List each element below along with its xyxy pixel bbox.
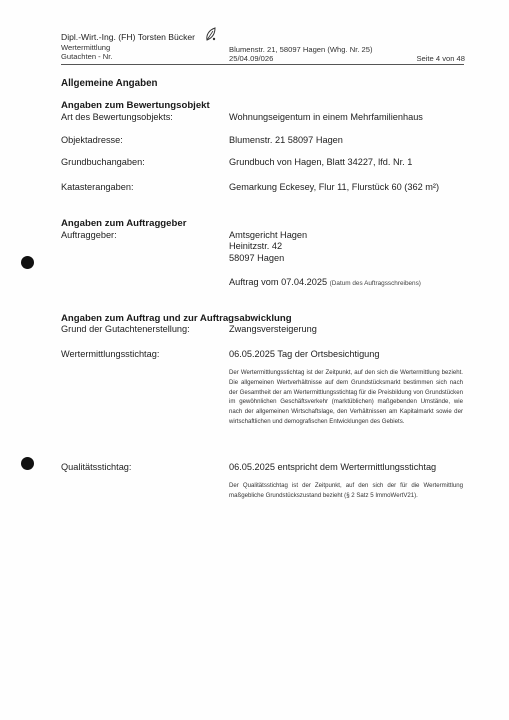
- label-art: Art des Bewertungsobjekts:: [61, 112, 173, 122]
- text-wertermittlungsstichtag: Der Wertermittlungsstichtag ist der Zeitpunkt, auf den sich die Wertermittlung bezieht. Die allgemeinen Wertverhältnisse auf dem Grundstücksmarkt bestimmen sich nach der Gesamtheit der am Wertermittlungsstichtag für die Preisbildung von Grundstücken im gewöhnlichen Geschäftsverkehr (marktüblichen) maßgebenden Umstände, wie nach der allgemeinen Wirtschaftslage, den Verhältnissen am Kapitalmarkt sowie der wirtschaftlichen und demografischen Entwicklungen des Gebiets.: [229, 369, 463, 425]
- label-kataster: Katasterangaben:: [61, 182, 134, 192]
- label-qualitaetsstichtag: Qualitätsstichtag:: [61, 462, 132, 472]
- leaf-logo-icon: [204, 26, 218, 42]
- page-title: Allgemeine Angaben: [61, 78, 158, 89]
- value-wertermittlungsstichtag: 06.05.2025 Tag der Ortsbesichtigung: [229, 349, 380, 359]
- label-grundbuch: Grundbuchangaben:: [61, 157, 145, 167]
- section-heading-auftraggeber: Angaben zum Auftraggeber: [61, 218, 187, 229]
- value-art: Wohnungseigentum in einem Mehrfamilienhaus: [229, 112, 423, 122]
- auftrag-date: [229, 277, 421, 289]
- value-objektadresse: Blumenstr. 21 58097 Hagen: [229, 135, 343, 145]
- header-rule: [61, 64, 464, 65]
- value-auftraggeber-city: 58097 Hagen: [229, 253, 285, 263]
- header-author: Dipl.-Wirt.-Ing. (FH) Torsten Bücker: [61, 32, 196, 42]
- section-heading-objekt: Angaben zum Bewertungsobjekt: [61, 100, 210, 111]
- value-kataster: Gemarkung Eckesey, Flur 11, Flurstück 60 (362 m²): [229, 182, 440, 192]
- auftrag-date-note: (Datum des Auftragsschreibens): [329, 280, 421, 287]
- value-grundbuch: Grundbuch von Hagen, Blatt 34227, lfd. Nr. 1: [229, 157, 413, 167]
- header-line-3: Gutachten - Nr.: [61, 52, 113, 61]
- section-heading-auftrag: Angaben zum Auftrag und zur Auftragsabwicklung: [61, 313, 292, 324]
- value-grund: Zwangsversteigerung: [229, 324, 317, 334]
- auftrag-date-text: Auftrag vom 07.04.2025: [229, 277, 328, 287]
- punch-hole-bottom: [21, 457, 34, 470]
- header-reference: 25/04.09/026: [229, 54, 274, 63]
- label-auftraggeber: Auftraggeber:: [61, 230, 117, 240]
- punch-hole-top: [21, 256, 34, 269]
- header-page-number: Seite 4 von 48: [416, 54, 465, 63]
- text-qualitaetsstichtag: Der Qualitätsstichtag ist der Zeitpunkt, auf den sich der für die Wertermittlung maßgebliche Grundstückszustand bezieht (§ 2 Satz 5 ImmoWertV21).: [229, 482, 463, 499]
- value-qualitaetsstichtag: 06.05.2025 entspricht dem Wertermittlungsstichtag: [229, 462, 437, 472]
- header-line-2: Wertermittlung: [61, 43, 111, 52]
- label-grund: Grund der Gutachtenerstellung:: [61, 324, 190, 334]
- label-wertermittlungsstichtag: Wertermittlungsstichtag:: [61, 349, 160, 359]
- value-auftraggeber-name: Amtsgericht Hagen: [229, 230, 308, 240]
- header-address: Blumenstr. 21, 58097 Hagen (Whg. Nr. 25): [229, 45, 373, 54]
- label-objektadresse: Objektadresse:: [61, 135, 123, 145]
- value-auftraggeber-street: Heinitzstr. 42: [229, 241, 283, 251]
